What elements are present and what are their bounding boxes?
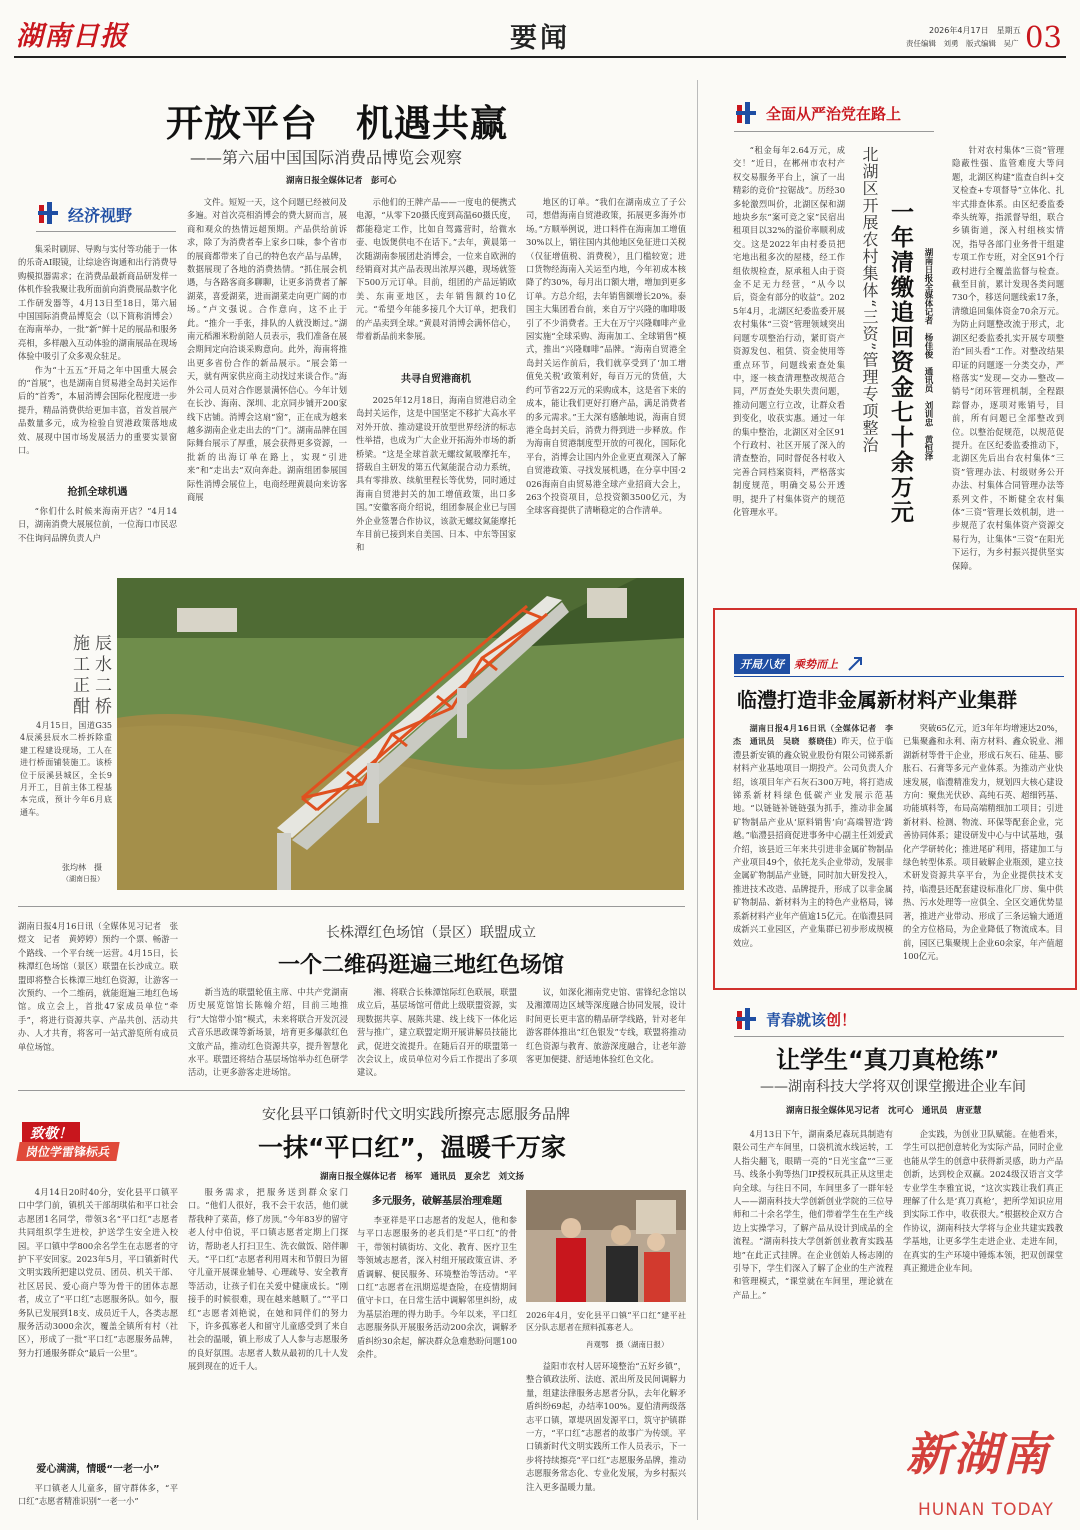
article2-top-rule: [18, 906, 685, 907]
volunteer-caption: 2026年4月，安化县平口镇“平口红”建平社区分队志愿者在照料孤寡老人。: [526, 1311, 686, 1333]
article3-badge-top: 致敬！: [22, 1122, 80, 1144]
section-economy: [36, 200, 133, 226]
bridge-construction-image: [117, 578, 684, 890]
feature-byline: 湖南日报4月16日讯（全媒体记者 李杰 通讯员 吴晓 蔡晓佳）: [733, 724, 893, 747]
article3-byline: 湖南日报全媒体记者 杨军 通讯员 夏余艺 刘文扬: [320, 1172, 525, 1182]
article3-paragraph: 益阳市农村人居环境整治“五好乡镇”，整合镇政法所、法庭、派出所及民间调解力量，组建法律服务志愿者分队，去年化解矛盾纠纷69起，办结率100%。夏伯清两级落志平口镇，罩堤巩固发源平口，筑守护镇群一方，“平口红”志愿者的故事广为传颂。平口镇新时代文明实践所工作人员表示，下一步将持续擦亮“平口红”志愿服务品牌，推动志愿服务常态化、专业化发展，为乡村振兴注入更多温暖力量。: [526, 1361, 686, 1492]
article3-paragraph: 4月14日20时40分，安化县平口镇平口中学门前，镇机关干部胡琪佑和平口社会志愿团1名同学，带领3名“平口红”志愿者共同组织学生进校，护送学生安全进入校园。平口镇中学800余名学生在志愿者的守护下平安回家。2023年5月，平口镇新时代文明实践所把建以党员、团员、机关干部、社区居民、爱心商户等为骨干的团体志愿者，成立了“平口红”志愿服务队。如今，服务队已发展到18支、成员近千人，各类志愿服务活动3000余次，覆盖全镇所有村（社区），形成了一批“平口红”志愿服务品牌，努力打通服务群众“最后一公里”。: [18, 1187, 178, 1358]
feature-badge-rule: [734, 676, 1064, 677]
hammer-logo-icon: [734, 100, 760, 126]
youth-title: 让学生“真刀真枪练”: [776, 1046, 1000, 1074]
bridge-caption: 4月15日，国道G354辰溪县辰水二桥拆除重建工程建设现场，工人在进行桥面铺装施工。该桥位于辰溪县城区，全长9月开工，目前主体工程基本完成，预计今年6月底通车。: [20, 721, 112, 817]
article2-kicker: 长株潭红色场馆（景区）联盟成立: [326, 925, 536, 941]
article3-paragraph: 服务需求，把服务送到群众家门口。“他们人很好，我不会干农活，他们就帮我种了菜苗，修了房顶。”今年83岁的留守老人付中伯说，平口镇志愿者定期上门探访，帮助老人打扫卫生、洗衣做饭、陪伴聊天。“平口红”志愿者利用周末和节假日为留守儿童开展课业辅导、心理疏导、安全教育等活动，让孩子们在关爱中健康成长。“刚接手的时候很难，现在越来越顺了。”“平口红”志愿者刘艳说，在她和同伴们的努力下，许多孤寡老人和留守儿童感受到了来自社会的温暖，镇上形成了人人参与志愿服务的良好氛围。志愿者人数从最初的几十人发展到现在的近千人。: [188, 1187, 348, 1372]
feature-paragraph: [733, 722, 893, 950]
lead-paragraph: “你们什么时候来海南开店？”4月14日，湖南消费大展展位前，一位海口市民忍不住询问品牌负责人户: [18, 506, 177, 543]
watermark-logo: 新湖南: [906, 1427, 1050, 1481]
section-youth-text: 青春就该: [766, 1011, 827, 1029]
article3-column-3: [357, 1214, 517, 1520]
lead-subhead-1: 抢抓全球机遇: [67, 487, 128, 498]
section-youth-label: [766, 1009, 856, 1030]
feature-badge: [734, 653, 863, 673]
masthead: [0, 0, 1080, 60]
discipline-column-2: [952, 144, 1064, 604]
discipline-paragraph: 针对农村集体“三资”管理隐蔽性强、监管难度大等问题，北湖区构建“监查自纠+交叉检查+专项督导”立体化、扎牢式排查体系。由区纪委监委牵头统筹，指派督导组，联合乡镇街道，深入村组核实情况，指导各部门业务骨干组建专项工作专班，对全区91个行政村进行全覆盖监督与检查。截至目前，累计发现各类问题730个，移送问题线索17条，清缴追回集体资金70余万元。为防止问题整改流于形式，北湖区纪委监委扎实开展专项整治“回头看”工作。对整改结果印证的问题逐一分类交办，严格落实“发现—交办—整改—销号”闭环管理机制，全程跟踪督办，逐项对账销号，目前，所有问题已全部整改到位。以整治促规范，以规范促提升。在区纪委监委推动下，北湖区先后出台农村集体“三资”管理办法、村级财务公开办法、村集体合同管理办法等系列文件，不断健全农村集体“三资”管理长效机制，进一步规范了农村集体资产资源交易行为，让集体“三资”在阳光下运行，为乡村振兴提供坚实保障。: [952, 145, 1064, 571]
lead-paragraph: 作为“十五五”开局之年中国重大展会的“首展”，也是湖南自贸易港全岛封关运作后的“首秀”，本届消博会国际化程度进一步提升，精品消费供给更加丰富，首发首展产品数量多元，成为检验自贸港政策落地成效、展现中国市场发展活力的重要实景窗口。: [18, 364, 177, 456]
discipline-title: 一年清缴追回资金七十余万元: [887, 200, 913, 525]
section-discipline: [734, 100, 902, 126]
page-number: 03: [1025, 20, 1062, 54]
watermark-english: HUNAN TODAY: [918, 1500, 1054, 1520]
youth-byline: 湖南日报全媒体见习记者 沈可心 通讯员 唐亚慧: [786, 1106, 982, 1116]
volunteer-elderly-image: [526, 1190, 686, 1302]
lead-column-2: [187, 196, 347, 548]
bridge-caption-text: [20, 720, 112, 860]
article3-column-4: [526, 1360, 686, 1520]
section-youth-accent: 创！: [826, 1011, 857, 1029]
section-youth-rule: [734, 1036, 1064, 1037]
section-economy-rule: [36, 231, 176, 232]
arrow-up-right-icon: [847, 656, 863, 672]
discipline-byline: 湖南日报全媒体记者 杨佳俊 通讯员 刘训忠 黄恒泽: [923, 248, 933, 461]
article3-paragraph: 李亚祥是平口志愿者的发起人，他和参与平口志愿服务的老兵们是“平口红”的骨干，带领村镇街坊、文化、教育、医疗卫生等领域志愿者，深入村组开展政策宣讲、矛盾调解、便民服务、环境整治等活动。“平口红”志愿者在汛期巡堤查险，在疫情期间值守卡口，在日常生活中调解邻里纠纷，成为基层治理的得力助手。今年以来，平口红志愿服务队开展服务活动200余次，调解矛盾纠纷30余起，解决群众急难愁盼问题100余件。: [357, 1215, 517, 1360]
vertical-divider: [697, 80, 698, 1520]
article2-paragraph: 新当选的联盟轮值主席、中共产党湖南历史展览馆馆长陈翰介绍，目前三地推行“大馆带小馆”模式，未来将联合开发沉浸式音乐思政课等新场景，培育更多爆款红色文旅产品，推动红色资源共享，提升智慧化水平。联盟还将结合基层场馆举办红色研学活动，让更多游客走进场馆。: [188, 987, 348, 1078]
section-youth: [734, 1006, 857, 1032]
youth-paragraph: 4月13日下午，湖南桑尼森玩具制造有限公司生产车间里，口袋机流水线运转，工人指尖翻飞，眼睛一亮的“日光宝盒”“三亚马、线条小狗等热门IP授权玩具正从这里走向全球。与往日不同，车间里多了一群年轻人——湖南科技大学创新创业学院的三位导师和二十余名学生，他们带着学生在生产线边上实操学习，了解产品从设计到成品的全流程。“湖南科技大学创新创业教育实践基地”在此正式挂牌。在企业创始人杨志刚的引导下，学生们深入了解了企业的生产流程和管理模式，“课堂就在车间里，理论就在产品上。”: [733, 1129, 893, 1300]
lead-paragraph: 2025年12月18日，海南自贸港启动全岛封关运作，这是中国坚定不移扩大高水平对外开放、推动建设开放型世界经济的标志性举措，也成为广大企业开拓海外市场的新桥梁。“这是全球首款无螺纹氮吸摩托车，搭载自主研发的第五代氮能混合动力系统，具有零排放、续航里程长等优势，同时通过海南自贸港封关的加工增值政策，出口多国。”安徽客商介绍说，组团参展企业已与国外企业签署合作协议，该款无螺纹氮能摩托车目前已接到来自美国、日本、中东等国家和: [356, 395, 516, 553]
section-discipline-label: 全面从严治党在路上: [766, 105, 902, 123]
article3-subhead-2: 多元服务，破解基层治理难题: [372, 1196, 502, 1207]
lead-subtitle: ——第六届中国国际消费品博览会观察: [190, 148, 463, 167]
section-title: 要闻: [510, 23, 570, 54]
discipline-column-1: [733, 144, 845, 604]
youth-paragraph: 企实践，为创业卫队赋能。在他看来，学生可以把创意转化为实际产品，同时企业也能从学生的创意中获得新灵感，助力产品创新，达到校企双赢。2024级汉语言文学专业学生李雅宜说，“这次实践让我们真正理解了什么是‘真刀真枪’，把所学知识应用到实际工作中，收获很大。”根据校企双方合作协议，湖南科技大学将与企业共建实践教学基地，让更多学生走进企业、走进车间，在真实的生产环境中锤炼本领，把双创课堂真正搬进企业车间。: [903, 1129, 1063, 1274]
youth-column-1: [733, 1128, 893, 1518]
article2-title: 一个二维码逛遍三地红色场馆: [278, 953, 565, 978]
hammer-logo-icon: [734, 1006, 760, 1032]
article3-badge: [18, 1122, 168, 1162]
article3-column-1: [18, 1186, 178, 1452]
lead-paragraph: 地区的订单。“我们在湖南成立了子公司，想借海南自贸港政策，拓展更多海外市场。”方顺举例说，进口料件在海南加工增值30%以上，销往国内其他地区免征进口关税（仅征增值税、消费税），且门槛较宽；进口货物经海南入关运至内地，今年初成本核降了约30%，每月出口额大增，增加到更多订单。方总介绍，去年销售额增长20%。泰国主大集团看台前，来自万宁兴隆的咖啡吸引了不少消费者。王大在万宁兴隆咖啡产业园实施“全球采购、海南加工、全球销售”模式，推出“兴隆咖啡”品牌。“海南自贸港全岛封关运作前后，我们就享受到了‘加工增值免关税’政策利好，每百万元的货值，大约可节省22万元的采购成本，这是省下来的成本，能让我们更好打磨产品，满足消费者的多元需求。”王大深有感触地说，海南自贸港全岛封关后，消费力得到进一步释放。作为海南自贸港制度型开放的可视化，国际化平台，消博会让国内外企业更直观深入了解自贸港政策、寻找发展机遇，在分享中国·2026海南自由贸易港全球产业招商大会上，263个投资项目，总投资额3500亿元，为全球客商提供了清晰稳定的合作清单。: [526, 197, 686, 516]
feature-column-2: [903, 722, 1063, 977]
bridge-source: （湖南日报）: [62, 875, 104, 883]
article2-column-2: [188, 986, 348, 1076]
lead-column-1b: [18, 505, 177, 547]
lead-paragraph: 文件。短短一天，这个问题已经被问及多遍。对首次亮相消博会的费大厨而言，展商和观众的热情远超预期。产品供给前诉求，除了为消费者奉上家乡口味，参个省市的展商都带来了自己的特色农产品与品牌，数据展现了各地的消费热情。“抓住展会机遇，与各路客商多聊聊，让更多消费者了解湖菜，喜爱湖菜，进而湖菜走向更广阔的市场。”卢文强说。合作意向，这不止于此。“推介一手张，排队的人就没断过。”湖南元稻湘米粉前陪人员表示，我们准备在展会期间定向洽谈采购意向。此外，海南将推出更多省份合作的新品展示。“展会第一天，就有两家供应商主动找过来谈合作。”海外公司人员对合作愿景满怀信心。今年计划在长沙、海南、深圳、北京同步铺开200家线下店铺。消博会这扇“窗”，正在成为越来越多湖南企业走出去的“门”。湖南品牌在国际舞台展示了厚重，展会获得更多资源，一批新的出海订单在路上，实现“引进来”和“走出去”双向奔赴。湖南组团参展国际性消博会展位上，电商经理黄晨向来访客商展: [187, 197, 347, 502]
lead-byline: 湖南日报全媒体记者 彭可心: [286, 176, 397, 186]
article3-title: 一抹“平口红”，温暖千万家: [258, 1133, 566, 1162]
article2-column-4: [526, 986, 686, 1076]
section-economy-label: 经济视野: [68, 206, 133, 225]
article2-paragraph: 议，如深化湘南党史馆、雷锋纪念馆以及湘潭周边区域等深度融合协同发展，设计时间更长更丰富的精品研学线路，针对老年游客群体推出“红色银发”专线，联盟将推动红色资源与教育、旅游深度融合，让老年游客更加便捷、舒适地体验红色文化。: [526, 987, 686, 1065]
article3-kicker: 安化县平口镇新时代文明实践所擦亮志愿服务品牌: [262, 1107, 570, 1123]
feature-title: 临澧打造非金属新材料产业集群: [737, 688, 1017, 712]
bridge-credit: 张均林 摄: [62, 863, 102, 872]
lead-subhead-2: 共寻自贸港商机: [401, 374, 471, 385]
lead-column-3: [356, 196, 516, 364]
lead-title: 开放平台 机遇共赢: [166, 102, 508, 145]
lead-column-4: [526, 196, 686, 548]
bridge-photo: [117, 578, 684, 890]
issue-date: 2026年4月17日 星期五: [929, 26, 1021, 35]
lead-column-3b: [356, 394, 516, 553]
section-discipline-rule: [734, 131, 934, 132]
volunteer-photo-credit: 肖观鄂 摄（湖南日报）: [586, 1340, 669, 1349]
article2-paragraph: 湘、将联合长株潭馆际红色联展，联盟成立后，基层场馆可借此上级联盟资源，实现数据共享、展陈共建、线上线下一体化运营与推广，建立联盟定期开展讲解员技能比武，促进交流提升。在随后召开的联盟第一次会议上，成员单位对今后工作提出了多项建议。: [357, 987, 517, 1078]
hammer-logo-icon: [36, 200, 62, 226]
feature-text: 昨天，位于临澧县新安镇的鑫众锐业股份有限公司锑系新材料产业基地项目一期投产。公司负责人介绍，该项目年产石灰石300万吨，将打造成锑系新材料绿色低碳产业发展示范基地。“以链链补链链强为抓手，推动非金属矿物制品产业从‘原料销售’向‘高端智造’跨越。”临澧县招商促进事务中心副主任刘爱武介绍，该县近三年来共引进非金属矿物制品产业项目49个，依托龙头企业带动，发展非金属矿物制品产业链，同时加大研发投入，推进技术改造、品牌提升，形成了以非金属矿物制品、新材料为主的特色产业格局，锑系新材料产业年产值逾15亿元。在临澧县同成新兴工业园区，产业集群已初步形成规模效应。: [733, 736, 893, 948]
lead-paragraph: 示他们的王牌产品——一度电的便携式电源，“从零下20摄氏度到高温60摄氏度，都能稳定工作，比如自驾露营时，给微水壶、电饭煲供电不在话下。”去年，黄晨第一次随湖南参展团赴消博会，一位来自欧洲的经销商对其产品表现出浓厚兴趣，现场就签下500万元订单。目前，组团的产品远销欧美、东南亚地区，去年销售额约10亿元。“希望今年能多接几个大订单，把我们的产品卖到全球。”黄晨对消博会满怀信心，带着新品前来参展。: [356, 197, 516, 342]
youth-subtitle: ——湖南科技大学将双创课堂搬进企业车间: [760, 1079, 1026, 1095]
article2-lead-column: [18, 920, 178, 1075]
issue-editors: 责任编辑 刘勇 版式编辑 吴广: [906, 39, 1019, 48]
lead-column-1: [18, 243, 177, 543]
article3-badge-bottom: 岗位学雷锋标兵: [16, 1142, 119, 1161]
discipline-paragraph: “租金每年2.64万元，成交！”近日，在郴州市农村产权交易服务平台上，演了一出精彩的竞价“拉锯战”。历经30多轮激烈叫价，北湖区保和湖地块乡东“案可竞之家”民宿出租项目以32%的溢价率顺利成交。这是2022年由村委员把宅地出租多次的屋楼，经工作组依规检查，原承租人由于资金不足无力经营，“从今以后，资金有部分的收益”。2025年4月，北湖区纪委监委开展农村集体“三资”管理领域突出问题专项整治行动，紧盯资产资源发包、租赁、资金使用等重点环节，问题线索查处集中，逐一核查清理整改规范合同，严厉查处失职失责问题，推动问题立行立改，让群众看到变化，收获实惠。通过一年的集中整治，北湖区对全区91个行政村、社区开展了深入的清查整治，同时督促各村收入完善合同档案资料，严格落实制度规范，明确交易公开透明，提升了村集体资产的规范化管理水平。: [733, 145, 845, 517]
bridge-caption-title: 辰水二桥施工正酣: [69, 634, 111, 718]
article3-subhead-1: 爱心满满，情暖“一老一小”: [36, 1464, 160, 1475]
article2-paragraph: 湖南日报4月16日讯（全媒体见习记者 张煜文 记者 黄婷婷）预约一个票、畅游一个路线、一个平台统一运营。4月15日，长株潭红色场馆（景区）联盟在长沙成立。联盟即将整合长株潭三地红色资源，让游客一次预约、一个二维码，就能逛遍三地红色场馆。成立会上，首批47家成员单位“牵手”，将进行资源共享、产品共创、活动共办、人才共育，将客可一站式游览所有成员单位场馆。: [18, 921, 178, 1052]
feature-badge-left: 开局八好: [734, 654, 790, 674]
newspaper-logo: 湖南日报: [16, 21, 128, 52]
article2-column-3: [357, 986, 517, 1076]
lead-paragraph: 集采时刷屏、导购与实付等功能于一体的乐奇AI眼镜，让综途咨询通和出行消费导购模拟器需求；在消费品最新商品研发样一体机作验我聚让我所面前向消费展品数字化工作研发器等，4月13日至18日，第六届中国国际消费品博览会（以下简称消博会）在海南举办，一批“新”鲜十足的展品和服务亮相，多样融入互动体验的湖南展品在现场体验中吸引了众多观众驻足。: [18, 244, 177, 362]
volunteer-photo: [526, 1190, 686, 1302]
feature-paragraph: 突破65亿元，近3年年均增速达20%，已集聚鑫和永利、南方材料、鑫众锐业、湘湖新材等骨干企业，形成石灰石、硅基、膨胀石、石膏等多元产业体系。为推动产业快速发展，临澧精准发力，规划四大核心建设方向：聚焦光伏砂、高纯石英、超细钙基、功能填料等，布局高端精细加工项目；引进新材料、检测、物流、环保等配套企业，完善协同体系；建设研发中心与中试基地，强化产学研转化；推进尾矿利用，搭建加工与绿色转型体系。项目破解企业瓶颈，建立技术研发资源共享平台，为企业提供技术支持，临澧县还配套建设标准化厂房、集中供热、污水处理等一应俱全、全区交通优势显著，推进产业带动、形成了三条运输大通道的全方位格局，为企业降低了物流成本。目前，园区已集聚规上企业60余家，年产值超100亿元。: [903, 723, 1063, 961]
discipline-subtitle: 北湖区开展农村集体“三资”管理专项整治: [860, 146, 879, 454]
masthead-divider: [14, 56, 1066, 58]
article3-column-2: [188, 1186, 348, 1521]
bridge-caption-block: [18, 578, 116, 886]
article3-column-1b: [18, 1482, 178, 1522]
feature-column-1: [733, 722, 893, 977]
article3-paragraph: 平口镇老人儿童多，留守群体多，“平口红”志愿者精准识别“一老一小”: [18, 1483, 178, 1507]
article3-top-rule: [18, 1090, 685, 1091]
feature-badge-right: 乘势而上: [794, 658, 838, 671]
youth-column-2: [903, 1128, 1063, 1428]
